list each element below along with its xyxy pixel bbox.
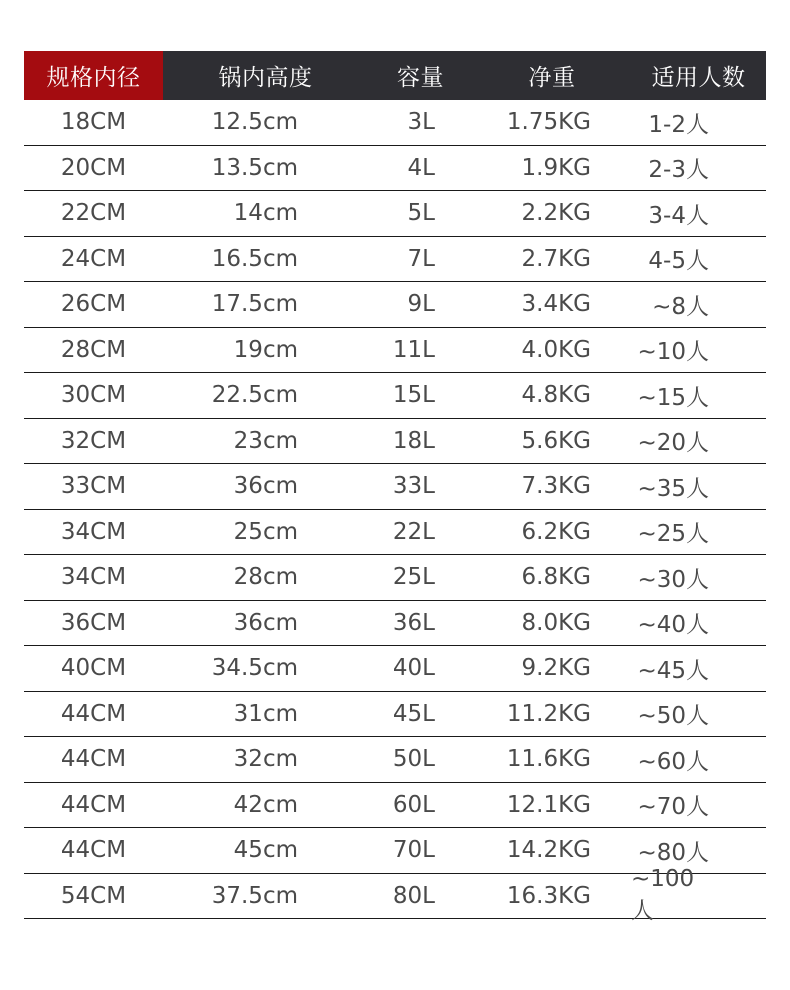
header-servings: 适用人数 [651, 65, 746, 91]
cell-inner-diameter: 44CM [60, 791, 127, 818]
cell-servings: ~100人 [631, 866, 695, 925]
cell-net-weight: 2.7KG [521, 245, 591, 272]
table-row [24, 146, 766, 192]
cell-inner-diameter: 34CM [60, 518, 127, 545]
cell-servings: ~60人 [637, 748, 709, 775]
cell-net-weight: 16.3KG [506, 882, 591, 909]
cell-capacity: 9L [407, 291, 435, 318]
spec-table [24, 51, 766, 925]
cell-servings: ~80人 [637, 839, 709, 866]
cell-net-weight: 4.8KG [521, 382, 591, 409]
cell-servings: ~40人 [637, 612, 709, 639]
table-row [24, 555, 766, 601]
cell-capacity: 45L [392, 700, 435, 727]
cell-inner-diameter: 33CM [60, 473, 127, 500]
cell-net-weight: 1.75KG [506, 109, 591, 136]
cell-pot-height: 14cm [233, 200, 298, 227]
cell-capacity: 80L [392, 882, 435, 909]
table-body [24, 100, 766, 925]
table-row [24, 237, 766, 283]
cell-net-weight: 9.2KG [521, 655, 591, 682]
cell-capacity: 7L [407, 245, 435, 272]
cell-servings: ~25人 [637, 521, 709, 548]
cell-pot-height: 28cm [233, 564, 298, 591]
table-row [24, 282, 766, 328]
cell-servings: 3-4人 [648, 202, 709, 229]
cell-pot-height: 25cm [233, 518, 298, 545]
cell-pot-height: 36cm [233, 609, 298, 636]
table-header [24, 51, 766, 100]
cell-inner-diameter: 44CM [60, 837, 127, 864]
cell-servings: ~20人 [637, 430, 709, 457]
cell-inner-diameter: 26CM [60, 291, 127, 318]
cell-net-weight: 2.2KG [521, 200, 591, 227]
table-row [24, 783, 766, 829]
cell-inner-diameter: 28CM [60, 336, 127, 363]
cell-pot-height: 36cm [233, 473, 298, 500]
cell-net-weight: 3.4KG [521, 291, 591, 318]
cell-pot-height: 12.5cm [211, 109, 298, 136]
cell-net-weight: 1.9KG [521, 154, 591, 181]
cell-inner-diameter: 20CM [60, 154, 127, 181]
table-row [24, 646, 766, 692]
cell-pot-height: 22.5cm [211, 382, 298, 409]
cell-net-weight: 11.2KG [506, 700, 591, 727]
cell-servings: 4-5人 [648, 248, 709, 275]
cell-capacity: 70L [392, 837, 435, 864]
cell-servings: ~10人 [637, 339, 709, 366]
cell-servings: ~8人 [652, 293, 709, 320]
cell-capacity: 5L [407, 200, 435, 227]
cell-pot-height: 32cm [233, 746, 298, 773]
cell-capacity: 50L [392, 746, 435, 773]
cell-inner-diameter: 24CM [60, 245, 127, 272]
cell-pot-height: 16.5cm [211, 245, 298, 272]
cell-servings: ~35人 [637, 475, 709, 502]
cell-inner-diameter: 36CM [60, 609, 127, 636]
header-net-weight: 净重 [528, 65, 576, 91]
cell-pot-height: 23cm [233, 427, 298, 454]
cell-net-weight: 12.1KG [506, 791, 591, 818]
cell-inner-diameter: 32CM [60, 427, 127, 454]
cell-inner-diameter: 44CM [60, 700, 127, 727]
table-row [24, 737, 766, 783]
cell-capacity: 40L [392, 655, 435, 682]
cell-capacity: 18L [392, 427, 435, 454]
cell-inner-diameter: 34CM [60, 564, 127, 591]
cell-capacity: 36L [392, 609, 435, 636]
cell-servings: ~70人 [637, 794, 709, 821]
cell-pot-height: 17.5cm [211, 291, 298, 318]
cell-net-weight: 8.0KG [521, 609, 591, 636]
cell-capacity: 25L [392, 564, 435, 591]
cell-capacity: 60L [392, 791, 435, 818]
table-row [24, 328, 766, 374]
cell-capacity: 15L [392, 382, 435, 409]
table-row [24, 464, 766, 510]
cell-net-weight: 14.2KG [506, 837, 591, 864]
table-row [24, 100, 766, 146]
cell-pot-height: 37.5cm [211, 882, 298, 909]
cell-pot-height: 45cm [233, 837, 298, 864]
cell-capacity: 4L [407, 154, 435, 181]
cell-servings: 2-3人 [648, 157, 709, 184]
table-row [24, 510, 766, 556]
cell-servings: ~50人 [637, 703, 709, 730]
header-capacity: 容量 [397, 65, 444, 91]
cell-inner-diameter: 22CM [60, 200, 127, 227]
cell-inner-diameter: 30CM [60, 382, 127, 409]
cell-capacity: 11L [392, 336, 435, 363]
table-row [24, 692, 766, 738]
table-row [24, 191, 766, 237]
cell-servings: ~45人 [637, 657, 709, 684]
cell-pot-height: 34.5cm [211, 655, 298, 682]
header-inner-diameter: 规格内径 [24, 51, 163, 100]
table-row [24, 601, 766, 647]
cell-inner-diameter: 18CM [60, 109, 127, 136]
cell-net-weight: 6.2KG [521, 518, 591, 545]
cell-servings: ~15人 [637, 384, 709, 411]
cell-pot-height: 31cm [233, 700, 298, 727]
cell-pot-height: 42cm [233, 791, 298, 818]
cell-inner-diameter: 54CM [60, 882, 127, 909]
header-pot-height: 锅内高度 [218, 65, 313, 91]
table-row [24, 373, 766, 419]
cell-inner-diameter: 40CM [60, 655, 127, 682]
cell-pot-height: 13.5cm [211, 154, 298, 181]
cell-net-weight: 4.0KG [521, 336, 591, 363]
cell-net-weight: 6.8KG [521, 564, 591, 591]
cell-capacity: 22L [392, 518, 435, 545]
cell-pot-height: 19cm [233, 336, 298, 363]
cell-capacity: 3L [407, 109, 435, 136]
cell-servings: ~30人 [637, 566, 709, 593]
cell-servings: 1-2人 [648, 111, 709, 138]
cell-net-weight: 7.3KG [521, 473, 591, 500]
table-row [24, 419, 766, 465]
table-row [24, 866, 766, 925]
cell-net-weight: 11.6KG [506, 746, 591, 773]
cell-inner-diameter: 44CM [60, 746, 127, 773]
cell-capacity: 33L [392, 473, 435, 500]
cell-net-weight: 5.6KG [521, 427, 591, 454]
